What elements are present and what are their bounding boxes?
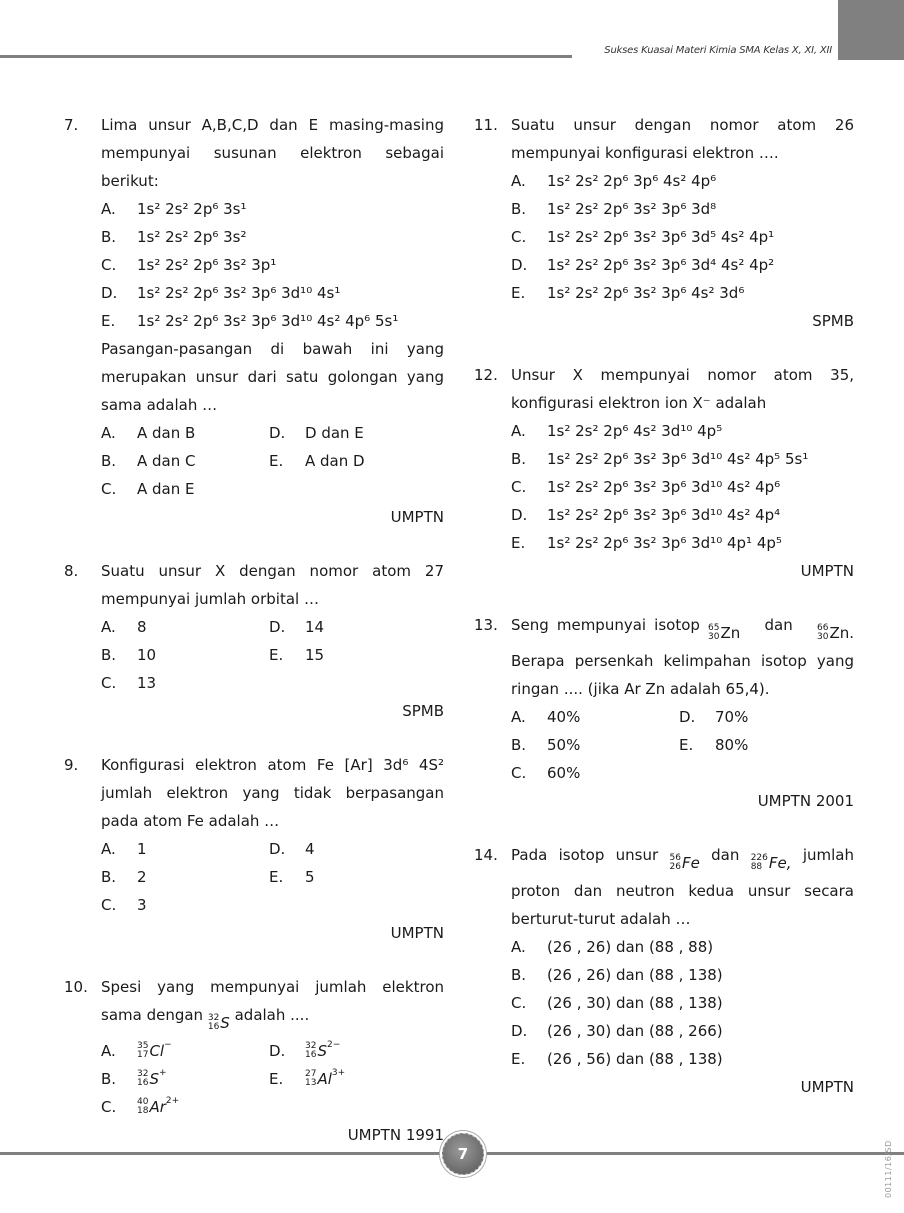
- config-item: [101, 223, 444, 251]
- answer-option[interactable]: [269, 863, 437, 891]
- option-value: 10: [137, 646, 157, 664]
- answer-option[interactable]: [101, 835, 269, 863]
- element-symbol: Zn.: [829, 624, 854, 642]
- config-list: [101, 195, 444, 335]
- question-source: SPMB: [812, 312, 854, 330]
- option-label: E.: [679, 736, 694, 754]
- option-label: E.: [269, 868, 284, 886]
- option-value: 1s² 2s² 2p⁶ 3s¹: [137, 200, 247, 218]
- mass-number: 226: [750, 853, 768, 863]
- answer-option[interactable]: [511, 195, 854, 223]
- atomic-number: 30: [708, 632, 720, 642]
- question-text: Lima unsur A,B,C,D dan E masing-masing mempunyai susunan elektron sebagai berikut:: [101, 116, 444, 190]
- option-label: B.: [101, 868, 117, 886]
- config-item: [101, 251, 444, 279]
- answer-option[interactable]: [101, 1065, 269, 1093]
- ion-charge: 2−: [326, 1040, 341, 1050]
- left-column: [64, 111, 444, 1149]
- answer-options: [511, 417, 854, 557]
- option-value: D dan E: [305, 424, 364, 442]
- answer-option[interactable]: [101, 1093, 269, 1121]
- isotope-notation: [208, 1009, 230, 1037]
- answer-option[interactable]: [511, 989, 854, 1017]
- element-symbol: S: [149, 1070, 159, 1088]
- option-value: 3: [137, 896, 147, 914]
- option-label: D.: [679, 708, 696, 726]
- option-label: B.: [101, 228, 117, 246]
- atomic-number: 18: [137, 1106, 149, 1116]
- option-value: A dan E: [137, 480, 195, 498]
- answer-option[interactable]: [101, 613, 269, 641]
- question-text-part: adalah ....: [234, 1006, 310, 1024]
- question-text-part: Pada isotop unsur: [511, 846, 659, 864]
- mass-number: 56: [669, 853, 681, 863]
- atomic-number: 16: [137, 1078, 149, 1088]
- element-symbol: Zn: [720, 624, 741, 642]
- isotope-notation: [305, 1065, 345, 1093]
- question-source: UMPTN: [800, 1078, 854, 1096]
- option-value: 15: [305, 646, 325, 664]
- option-label: D.: [511, 506, 528, 524]
- option-value: (26 , 30) dan (88 , 266): [547, 1022, 723, 1040]
- option-value: A dan B: [137, 424, 196, 442]
- question-number: 7.: [64, 116, 79, 134]
- element-symbol: Fe: [681, 854, 700, 872]
- answer-option[interactable]: [511, 417, 854, 445]
- config-item: [101, 307, 444, 335]
- answer-options: [511, 933, 854, 1073]
- answer-option[interactable]: [101, 447, 269, 475]
- element-symbol: Al: [317, 1070, 332, 1088]
- question-subtext: Pasangan-pasangan di bawah ini yang merupakan unsur dari satu golongan yang sama adalah …: [101, 340, 444, 414]
- answer-option[interactable]: [101, 475, 269, 503]
- question-text-part: Seng mempunyai isotop: [511, 616, 700, 634]
- question-text: [511, 611, 854, 703]
- option-label: D.: [269, 424, 286, 442]
- header-tab-block: [838, 0, 904, 60]
- option-label: B.: [101, 452, 117, 470]
- answer-option[interactable]: [511, 703, 679, 731]
- option-value: 2: [137, 868, 147, 886]
- element-symbol: Fe,: [768, 854, 792, 872]
- option-value: 5: [305, 868, 315, 886]
- ion-charge: 3+: [331, 1068, 346, 1078]
- question-11: [474, 111, 854, 335]
- config-item: [101, 195, 444, 223]
- option-label: C.: [101, 480, 117, 498]
- mass-number: 32: [305, 1041, 317, 1051]
- option-label: C.: [101, 1098, 117, 1116]
- atomic-number: 16: [207, 1022, 220, 1032]
- option-label: D.: [511, 256, 528, 274]
- answer-option[interactable]: [511, 501, 854, 529]
- question-text-part: dan: [764, 616, 793, 634]
- answer-option[interactable]: [511, 251, 854, 279]
- mass-number: 32: [137, 1069, 149, 1079]
- question-number: 11.: [474, 116, 498, 134]
- answer-option[interactable]: [511, 759, 679, 787]
- answer-options: [101, 1037, 444, 1121]
- running-header-title: Sukses Kuasai Materi Kimia SMA Kelas X, XI, XII: [604, 45, 832, 56]
- option-label: A.: [101, 1042, 116, 1060]
- answer-option[interactable]: [101, 1037, 269, 1065]
- ion-charge: 2+: [165, 1096, 180, 1106]
- question-text: Konfigurasi elektron atom Fe [Ar] 3d⁶ 4S² jumlah elektron yang tidak berpasangan pada atom Fe adalah …: [101, 756, 444, 830]
- option-label: D.: [101, 284, 118, 302]
- answer-option[interactable]: [511, 933, 854, 961]
- option-value: 1s² 2s² 2p⁶ 3s² 3p⁶ 3d¹⁰ 4p¹ 4p⁵: [547, 534, 782, 552]
- atomic-number: 17: [137, 1050, 149, 1060]
- option-value: 1s² 2s² 2p⁶ 4s² 3d¹⁰ 4p⁵: [547, 422, 723, 440]
- answer-option[interactable]: [269, 419, 437, 447]
- option-label: B.: [511, 450, 527, 468]
- atomic-number: 16: [305, 1050, 317, 1060]
- question-number: 13.: [474, 616, 498, 634]
- answer-option[interactable]: [101, 419, 269, 447]
- option-label: E.: [269, 1070, 284, 1088]
- option-label: C.: [511, 478, 527, 496]
- question-number: 14.: [474, 846, 498, 864]
- option-label: A.: [511, 422, 526, 440]
- option-value: A dan D: [305, 452, 365, 470]
- mass-number: 35: [137, 1041, 149, 1051]
- option-label: A.: [511, 938, 526, 956]
- answer-options: [101, 613, 444, 697]
- answer-option[interactable]: [511, 731, 679, 759]
- mass-number: 65: [708, 623, 720, 633]
- question-text: Unsur X mempunyai nomor atom 35, konfigurasi elektron ion X⁻ adalah: [511, 366, 854, 412]
- side-print-code: 00111/16/SD: [884, 1140, 893, 1198]
- option-value: (26 , 26) dan (88 , 88): [547, 938, 714, 956]
- answer-option[interactable]: [679, 731, 847, 759]
- question-number: 12.: [474, 366, 498, 384]
- option-label: C.: [101, 896, 117, 914]
- option-label: C.: [511, 228, 527, 246]
- option-label: C.: [511, 764, 527, 782]
- answer-option[interactable]: [511, 223, 854, 251]
- option-label: E.: [511, 284, 526, 302]
- option-value: (26 , 26) dan (88 , 138): [547, 966, 723, 984]
- option-label: E.: [511, 1050, 526, 1068]
- option-value: 1s² 2s² 2p⁶ 3s² 3p⁶ 3d⁵ 4s² 4p¹: [547, 228, 775, 246]
- answer-option[interactable]: [511, 445, 854, 473]
- option-label: A.: [101, 840, 116, 858]
- question-source: UMPTN: [390, 924, 444, 942]
- option-value: (26 , 30) dan (88 , 138): [547, 994, 723, 1012]
- option-value: 1s² 2s² 2p⁶ 3s² 3p⁶ 3d¹⁰ 4s² 4p⁴: [547, 506, 781, 524]
- option-value: 13: [137, 674, 157, 692]
- question-number: 8.: [64, 562, 79, 580]
- question-12: [474, 361, 854, 585]
- option-value: 1s² 2s² 2p⁶ 3s² 3p⁶ 3d¹⁰ 4s² 4p⁵ 5s¹: [547, 450, 809, 468]
- answer-option[interactable]: [511, 473, 854, 501]
- option-label: D.: [269, 1042, 286, 1060]
- option-value: 40%: [547, 708, 581, 726]
- answer-option[interactable]: [101, 669, 269, 697]
- isotope-notation: [137, 1093, 179, 1121]
- option-value: 1s² 2s² 2p⁶ 3s² 3p⁶ 3d¹⁰ 4s² 4p⁶ 5s¹: [137, 312, 399, 330]
- question-text: [511, 841, 854, 933]
- answer-options: [101, 835, 444, 919]
- mass-number: 27: [305, 1069, 317, 1079]
- option-label: E.: [269, 646, 284, 664]
- option-value: A dan C: [137, 452, 196, 470]
- option-label: D.: [269, 618, 286, 636]
- atomic-number: 26: [669, 862, 681, 872]
- option-label: A.: [101, 618, 116, 636]
- option-value: 14: [305, 618, 325, 636]
- option-label: B.: [511, 736, 527, 754]
- ion-charge: +: [158, 1068, 167, 1078]
- option-label: D.: [269, 840, 286, 858]
- option-value: 1s² 2s² 2p⁶ 3s² 3p⁶ 3d⁴ 4s² 4p²: [547, 256, 775, 274]
- question-source: UMPTN: [390, 508, 444, 526]
- isotope-notation: [669, 849, 699, 877]
- question-number: 10.: [64, 978, 88, 996]
- question-14: [474, 841, 854, 1101]
- element-symbol: Ar: [149, 1098, 166, 1116]
- mass-number: 66: [816, 623, 829, 633]
- option-value: 60%: [547, 764, 581, 782]
- option-label: A.: [101, 200, 116, 218]
- isotope-notation: [817, 619, 854, 647]
- answer-option[interactable]: [269, 613, 437, 641]
- answer-option[interactable]: [269, 835, 437, 863]
- answer-options: [511, 703, 854, 787]
- answer-option[interactable]: [101, 863, 269, 891]
- answer-option[interactable]: [101, 641, 269, 669]
- option-label: E.: [511, 534, 526, 552]
- answer-option[interactable]: [101, 891, 269, 919]
- option-value: 1s² 2s² 2p⁶ 3s² 3p⁶ 3d¹⁰ 4s¹: [137, 284, 341, 302]
- question-9: [64, 751, 444, 947]
- option-label: A.: [511, 172, 526, 190]
- ion-charge: −: [164, 1040, 172, 1050]
- answer-options: [101, 419, 444, 503]
- answer-option[interactable]: [511, 961, 854, 989]
- isotope-notation: [708, 619, 740, 647]
- question-text-part: jumlah proton dan neutron kedua unsur secara berturut-turut adalah …: [511, 846, 854, 928]
- option-value: 1s² 2s² 2p⁶ 3s²: [137, 228, 247, 246]
- atomic-number: 30: [816, 632, 829, 642]
- question-source: UMPTN: [800, 562, 854, 580]
- option-label: E.: [269, 452, 284, 470]
- option-label: B.: [511, 966, 527, 984]
- isotope-notation: [751, 849, 792, 877]
- element-symbol: S: [317, 1042, 327, 1060]
- element-symbol: Cl: [149, 1042, 165, 1060]
- question-10: [64, 973, 444, 1149]
- option-value: 70%: [715, 708, 749, 726]
- option-value: 8: [137, 618, 147, 636]
- option-label: D.: [511, 1022, 528, 1040]
- answer-options: [511, 167, 854, 307]
- question-text-part: Berapa persenkah kelimpahan isotop yang ringan .... (jika Ar Zn adalah 65,4).: [511, 652, 854, 698]
- option-label: B.: [511, 200, 527, 218]
- header-rule: [0, 55, 572, 58]
- option-value: 50%: [547, 736, 581, 754]
- option-value: 1s² 2s² 2p⁶ 3s² 3p¹: [137, 256, 277, 274]
- option-label: C.: [101, 674, 117, 692]
- option-value: 1s² 2s² 2p⁶ 3s² 3p⁶ 3d⁸: [547, 200, 717, 218]
- question-text-part: dan: [711, 846, 740, 864]
- question-8: [64, 557, 444, 725]
- option-label: C.: [101, 256, 117, 274]
- option-label: C.: [511, 994, 527, 1012]
- page-number-badge: 7: [442, 1133, 484, 1175]
- answer-option[interactable]: [269, 447, 437, 475]
- option-value: 1s² 2s² 2p⁶ 3s² 3p⁶ 4s² 3d⁶: [547, 284, 745, 302]
- config-item: [101, 279, 444, 307]
- question-source: SPMB: [402, 702, 444, 720]
- answer-option[interactable]: [511, 279, 854, 307]
- question-source: UMPTN 2001: [757, 792, 854, 810]
- question-text: Suatu unsur dengan nomor atom 26 mempunyai konfigurasi elektron ….: [511, 116, 854, 162]
- option-label: E.: [101, 312, 116, 330]
- answer-option[interactable]: [511, 167, 854, 195]
- mass-number: 32: [207, 1013, 220, 1023]
- option-label: B.: [101, 1070, 117, 1088]
- answer-option[interactable]: [269, 1065, 437, 1093]
- option-label: A.: [101, 424, 116, 442]
- option-value: 80%: [715, 736, 749, 754]
- answer-option[interactable]: [679, 703, 847, 731]
- option-value: 4: [305, 840, 315, 858]
- option-label: A.: [511, 708, 526, 726]
- atomic-number: 13: [305, 1078, 317, 1088]
- question-13: [474, 611, 854, 815]
- option-value: (26 , 56) dan (88 , 138): [547, 1050, 723, 1068]
- question-source: UMPTN 1991: [347, 1126, 444, 1144]
- answer-option[interactable]: [269, 641, 437, 669]
- question-text-part: Spesi yang mempunyai jumlah elektron sama dengan: [101, 978, 444, 1024]
- option-label: B.: [101, 646, 117, 664]
- answer-option[interactable]: [511, 529, 854, 557]
- atomic-number: 88: [750, 862, 763, 872]
- question-7: [64, 111, 444, 531]
- question-text: Suatu unsur X dengan nomor atom 27 mempunyai jumlah orbital …: [101, 562, 444, 608]
- answer-option[interactable]: [511, 1017, 854, 1045]
- answer-option[interactable]: [269, 1037, 437, 1065]
- option-value: 1s² 2s² 2p⁶ 3s² 3p⁶ 3d¹⁰ 4s² 4p⁶: [547, 478, 781, 496]
- mass-number: 40: [137, 1097, 149, 1107]
- answer-option[interactable]: [511, 1045, 854, 1073]
- option-value: 1: [137, 840, 147, 858]
- right-column: [474, 111, 854, 1101]
- element-symbol: S: [220, 1014, 230, 1032]
- isotope-notation: [137, 1065, 167, 1093]
- question-number: 9.: [64, 756, 79, 774]
- option-value: 1s² 2s² 2p⁶ 3p⁶ 4s² 4p⁶: [547, 172, 717, 190]
- question-text: [101, 973, 444, 1037]
